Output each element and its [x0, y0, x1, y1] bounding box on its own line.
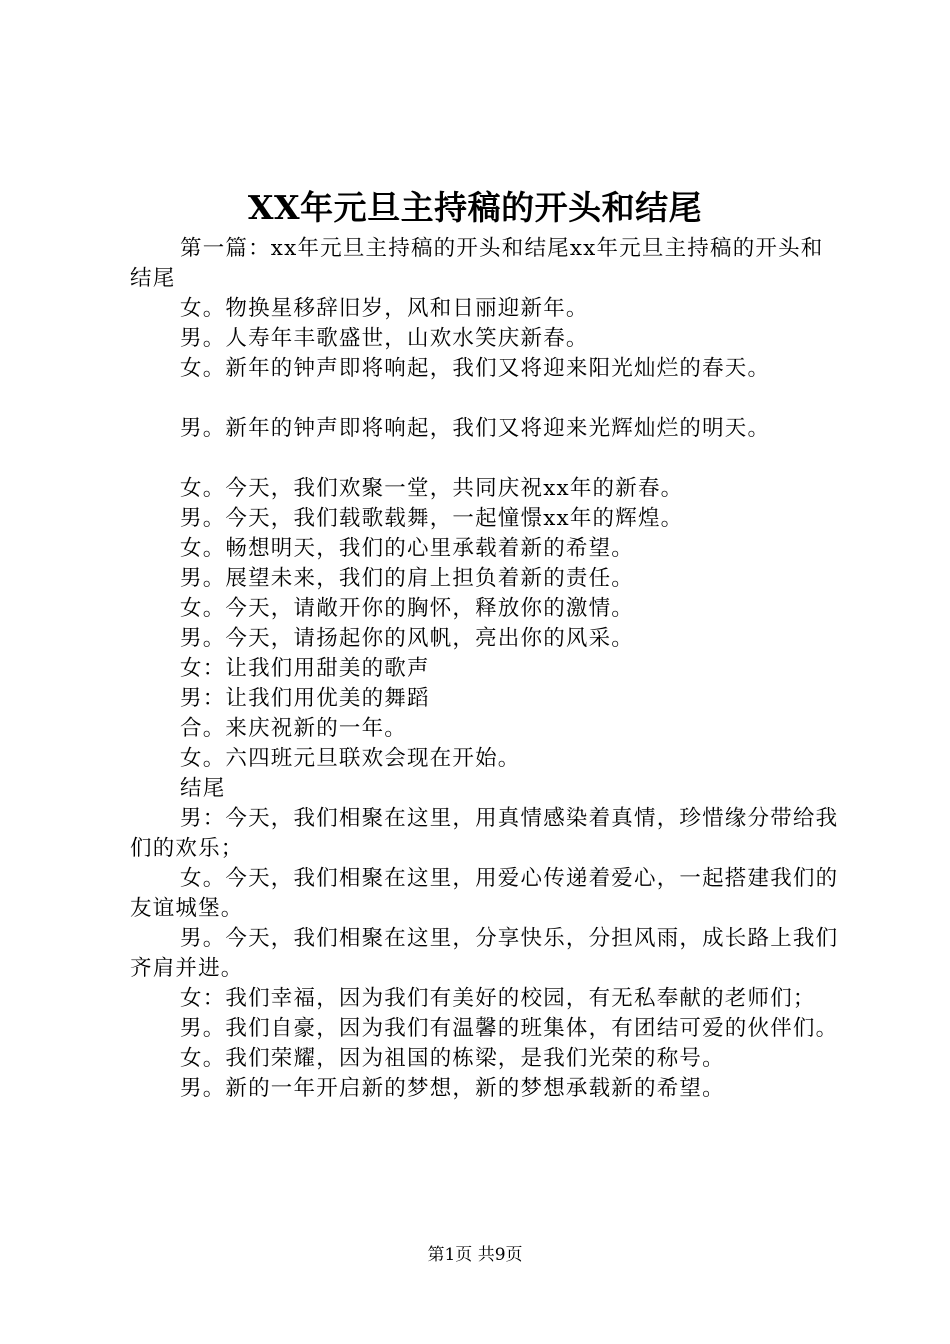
paragraph: 男。人寿年丰歌盛世，山欢水笑庆新春。 [180, 326, 589, 351]
paragraph: 女。今天，请敞开你的胸怀，释放你的激情。 [180, 596, 635, 621]
paragraph: 女。新年的钟声即将响起，我们又将迎来阳光灿烂的春天。 [180, 356, 771, 381]
paragraph: 男。我们自豪，因为我们有温馨的班集体，有团结可爱的伙伴们。 [180, 1016, 839, 1041]
paragraph: 男。今天，我们相聚在这里，分享快乐，分担风雨，成长路上我们齐肩并进。 [130, 926, 839, 981]
paragraph: 男。展望未来，我们的肩上担负着新的责任。 [180, 566, 635, 591]
paragraph: 女：我们幸福，因为我们有美好的校园，有无私奉献的老师们； [180, 986, 816, 1011]
paragraph: 女。今天，我们相聚在这里，用爱心传递着爱心，一起搭建我们的友谊城堡。 [130, 866, 839, 921]
section-heading-ending: 结尾 [180, 776, 226, 801]
paragraph: 男。新的一年开启新的梦想，新的梦想承载新的希望。 [180, 1076, 725, 1101]
paragraph: 男：今天，我们相聚在这里，用真情感染着真情，珍惜缘分带给我们的欢乐； [130, 806, 839, 861]
paragraph: 女。今天，我们欢聚一堂，共同庆祝xx年的新春。 [180, 476, 684, 501]
paragraph: 女。我们荣耀，因为祖国的栋梁，是我们光荣的称号。 [180, 1046, 725, 1071]
paragraph: 男。新年的钟声即将响起，我们又将迎来光辉灿烂的明天。 [180, 416, 771, 441]
paragraph: 男。今天，我们载歌载舞，一起憧憬xx年的辉煌。 [180, 506, 684, 531]
paragraph: 女。物换星移辞旧岁，风和日丽迎新年。 [180, 296, 589, 321]
paragraph: 男。今天，请扬起你的风帆，亮出你的风采。 [180, 626, 635, 651]
document-body [130, 234, 840, 1104]
paragraph: 女：让我们用甜美的歌声 [180, 656, 430, 681]
paragraph: 女。畅想明天，我们的心里承载着新的希望。 [180, 536, 635, 561]
paragraph-intro: 第一篇：xx年元旦主持稿的开头和结尾xx年元旦主持稿的开头和结尾 [130, 236, 824, 291]
page-footer: 第1页 共9页 [427, 1245, 523, 1265]
paragraph: 男：让我们用优美的舞蹈 [180, 686, 430, 711]
paragraph: 女。六四班元旦联欢会现在开始。 [180, 746, 521, 771]
document-title: XX年元旦主持稿的开头和结尾 [247, 188, 703, 227]
paragraph: 合。来庆祝新的一年。 [180, 716, 408, 741]
